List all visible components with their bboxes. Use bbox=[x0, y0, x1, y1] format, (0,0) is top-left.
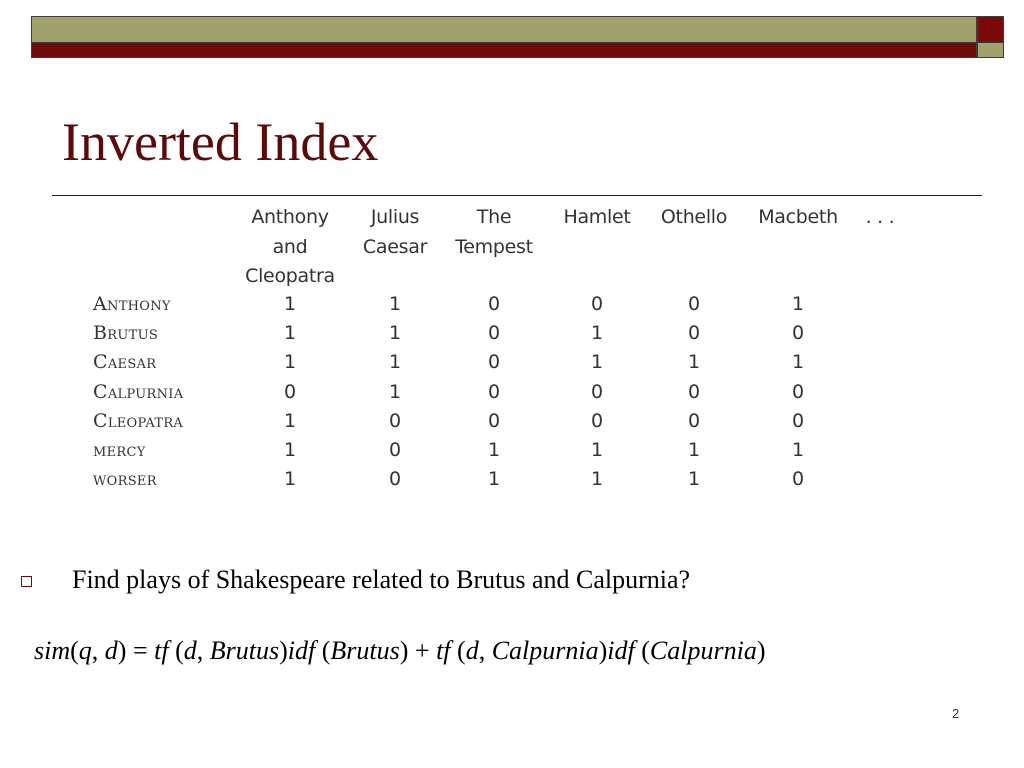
matrix-cell: 1 bbox=[283, 351, 297, 374]
formula-token: idf bbox=[607, 636, 635, 665]
matrix-cell: 0 bbox=[487, 322, 501, 345]
formula-token: Brutus bbox=[209, 636, 280, 665]
matrix-cell: 0 bbox=[388, 409, 402, 432]
matrix-cell: 0 bbox=[283, 380, 297, 403]
formula-token: ( bbox=[70, 636, 79, 665]
row-term-label: Calpurnia bbox=[93, 380, 184, 403]
row-term-label: mercy bbox=[93, 439, 146, 461]
column-header: Anthony and Cleopatra bbox=[245, 206, 335, 287]
matrix-cell: 0 bbox=[487, 409, 501, 432]
formula-token: ( bbox=[634, 636, 650, 665]
matrix-cell: 0 bbox=[791, 468, 805, 491]
matrix-cell: 1 bbox=[388, 293, 402, 315]
matrix-cell: 1 bbox=[687, 439, 701, 461]
matrix-cell: 0 bbox=[590, 409, 604, 432]
matrix-cell: 0 bbox=[487, 293, 501, 315]
formula-token: , bbox=[91, 636, 105, 665]
formula-token: ) = bbox=[117, 636, 155, 665]
matrix-cell: 0 bbox=[487, 351, 501, 374]
matrix-cell: 0 bbox=[687, 409, 701, 432]
formula-token: tf bbox=[436, 636, 451, 665]
formula-token: sim bbox=[34, 636, 71, 665]
matrix-cell: 1 bbox=[791, 293, 805, 315]
formula-token: , bbox=[478, 636, 492, 665]
matrix-cell: 1 bbox=[791, 439, 805, 461]
slide-title: Inverted Index bbox=[62, 112, 379, 172]
column-header: The Tempest bbox=[455, 206, 533, 258]
column-header: Julius Caesar bbox=[362, 206, 428, 258]
formula-token: d bbox=[104, 636, 118, 665]
formula-token: ) bbox=[598, 636, 608, 665]
matrix-cell: 0 bbox=[791, 380, 805, 403]
matrix-cell: 1 bbox=[687, 351, 701, 374]
formula-token: d bbox=[183, 636, 197, 665]
formula-token: Calpurnia bbox=[649, 636, 757, 665]
row-term-label: Anthony bbox=[93, 293, 171, 315]
formula-token: ) bbox=[279, 636, 288, 665]
column-header: Othello bbox=[660, 206, 728, 228]
matrix-cell: 0 bbox=[687, 293, 701, 315]
matrix-cell: 0 bbox=[590, 293, 604, 315]
formula-token: idf bbox=[287, 636, 316, 665]
matrix-cell: 0 bbox=[388, 439, 402, 461]
formula-token: Brutus bbox=[330, 636, 400, 665]
matrix-cell: 1 bbox=[283, 293, 297, 315]
similarity-formula bbox=[34, 634, 766, 668]
matrix-cell: 1 bbox=[388, 351, 402, 374]
formula-token: d bbox=[465, 636, 479, 665]
formula-token: ) bbox=[756, 636, 766, 665]
bullet-text: Find plays of Shakespeare related to Brutus and Calpurnia? bbox=[72, 565, 691, 594]
formula-token: ) + bbox=[399, 636, 437, 665]
column-header: . . . bbox=[865, 206, 895, 228]
row-term-label: worser bbox=[93, 468, 157, 491]
formula-token: q bbox=[78, 636, 92, 665]
matrix-cell: 0 bbox=[388, 468, 402, 491]
matrix-cell: 1 bbox=[590, 351, 604, 374]
matrix-cell: 1 bbox=[283, 322, 297, 345]
matrix-cell: 1 bbox=[791, 351, 805, 374]
matrix-cell: 1 bbox=[687, 468, 701, 491]
page-number: 2 bbox=[952, 706, 960, 721]
matrix-cell: 1 bbox=[487, 439, 501, 461]
formula-token: tf bbox=[154, 636, 169, 665]
formula-token: ( bbox=[450, 636, 466, 665]
matrix-cell: 1 bbox=[590, 468, 604, 491]
matrix-cell: 1 bbox=[283, 439, 297, 461]
hollow-square-bullet-icon bbox=[21, 576, 32, 587]
matrix-cell: 1 bbox=[590, 322, 604, 345]
matrix-cell: 0 bbox=[687, 380, 701, 403]
formula-token: ( bbox=[315, 636, 331, 665]
matrix-cell: 0 bbox=[791, 409, 805, 432]
row-term-label: Caesar bbox=[93, 351, 157, 374]
column-header: Macbeth bbox=[758, 206, 838, 228]
formula-token: ( bbox=[168, 636, 184, 665]
matrix-cell: 1 bbox=[283, 409, 297, 432]
matrix-cell: 0 bbox=[687, 322, 701, 345]
matrix-cell: 0 bbox=[590, 380, 604, 403]
row-term-label: Brutus bbox=[93, 322, 159, 345]
matrix-cell: 0 bbox=[791, 322, 805, 345]
matrix-cell: 1 bbox=[388, 380, 402, 403]
matrix-cell: 1 bbox=[487, 468, 501, 491]
formula-token: , bbox=[196, 636, 210, 665]
column-header: Hamlet bbox=[563, 206, 631, 228]
formula-token: Calpurnia bbox=[491, 636, 599, 665]
matrix-cell: 1 bbox=[590, 439, 604, 461]
matrix-cell: 0 bbox=[487, 380, 501, 403]
row-term-label: Cleopatra bbox=[93, 409, 184, 432]
matrix-cell: 1 bbox=[388, 322, 402, 345]
matrix-cell: 1 bbox=[283, 468, 297, 491]
